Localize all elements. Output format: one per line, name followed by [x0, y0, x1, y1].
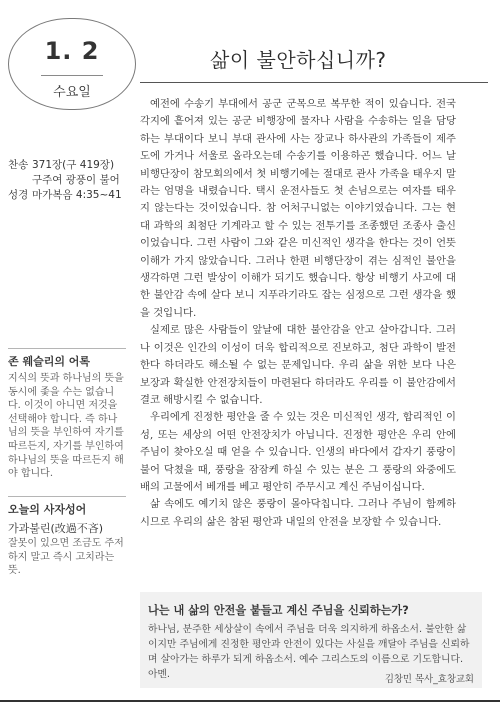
body-paragraph: 삶 속에도 예기치 않은 풍랑이 몰아닥칩니다. 그러나 주님이 함께하시므로 우리의 삶은 참된 평안과 내일의 안전을 보장할 수 있습니다.	[140, 498, 456, 528]
scripture-references	[8, 158, 126, 203]
date-number: 1. 2	[44, 37, 100, 65]
body-paragraph: 예전에 수송기 부대에서 공군 군목으로 복무한 적이 있습니다. 전국 각지에 흩어져 있는 공군 비행장에 물자나 사람을 수송하는 일을 담당하는 부대이다 보니 부대 관사에 사는 장교나 하사관의 가족들이 제주도에 가거나 서울로 올라오는데 수송기를 이용하곤 했습니다. 어느 날 비행단장이 참모회의에서 첫 비행기에는 절대로 관사 가족을 태우지 말라는 엄명을 내렸습니다. 택시 운전사들도 첫 손님으로는 여자를 태우지 않는다는 것이었습니다. 참 어처구니없는 이야기였습니다. 그는 현대 과학의 최첨단 기계라고 할 수 있는 전투기를 조종했던 조종사 출신이었습니다. 그런 사람이 그와 같은 미신적인 생각을 한다는 것이 언뜻 이해가 가지 않았습니다. 그러나 한편 비행단장이 겪는 심적인 불안을 생각하면 그런 발상이 이해가 되기도 했습니다. 항상 비행기 사고에 대한 불안감 속에 살다 보니 지푸라기라도 잡는 심정으로 그런 생각을 했을 것입니다.	[140, 98, 456, 319]
hymn-value: 371장(구 419장) 구주여 광풍이 불어	[32, 159, 120, 186]
date-weekday: 수요일	[53, 85, 91, 100]
date-divider	[41, 75, 103, 76]
prayer-text: 하나님, 분주한 세상살이 속에서 주님을 더욱 의지하게 하옵소서. 불안한 삶이지만 주님에게 진정한 평안과 안전이 있다는 사실을 깨달아 주님을 신뢰하며 살아가는 하루가 되게 하옵소서. 예수 그리스도의 이름으로 기도합니다. 아멘.	[148, 624, 470, 680]
hymn-label: 찬송	[8, 159, 29, 171]
bible-value: 마가복음 4:35~41	[32, 189, 122, 201]
prayer-question: 나는 내 삶의 안전을 붙들고 계신 주님을 신뢰하는가?	[148, 604, 409, 617]
idiom-heading: 오늘의 사자성어	[8, 496, 126, 517]
bible-reference	[8, 188, 126, 203]
idiom-word: 가과불린(改過不吝)	[8, 522, 104, 535]
title-divider	[140, 82, 488, 83]
proverb-text: 지식의 뜻과 하나님의 뜻을 동시에 좇을 수는 없습니다. 이것이 아니면 저것을 선택해야 합니다. 즉 하나님의 뜻을 부인하여 자기를 따르든지, 자기를 부인하여 하나님의 뜻을 따르든지 해야 합니다.	[8, 373, 124, 480]
bible-label: 성경	[8, 189, 29, 201]
page-title: 삶이 불안하십니까?	[210, 48, 387, 72]
body-paragraph: 실제로 많은 사람들이 앞날에 대한 불안감을 안고 살아갑니다. 그러나 이것은 인간의 이성이 더욱 합리적으로 진보하고, 첨단 과학이 발전한다 하더라도 해소될 수 없는 문제입니다. 우리 삶을 위한 보다 나은 보장과 확실한 안전장치들이 마련된다 하더라도 우리를 이 불안감에서 결코 해방시킬 수 없습니다.	[140, 324, 456, 406]
idiom-text: 잘못이 있으면 조금도 주저하지 말고 즉시 고치라는 뜻.	[8, 538, 124, 577]
prayer-box	[140, 592, 482, 688]
prayer-author: 김창민 목사_효창교회	[384, 674, 474, 685]
proverb-heading: 존 웨슬리의 어록	[8, 348, 126, 369]
devotional-body	[140, 96, 456, 531]
hymn-reference	[8, 158, 126, 188]
bottom-divider	[0, 700, 500, 702]
proverb-section	[8, 348, 126, 481]
date-badge	[8, 18, 136, 110]
body-paragraph: 우리에게 진정한 평안을 줄 수 있는 것은 미신적인 생각, 합리적인 이성, 또는 세상의 어떤 안전장치가 아닙니다. 진정한 평안은 우리 안에 주님이 찾아오실 때 얻을 수 있습니다. 인생의 바다에서 갑자기 풍랑이 불어 닥쳤을 때, 풍랑을 잠잠케 하실 수 있는 분은 그 풍랑의 와중에도 배의 고물에서 베개를 베고 평안히 주무시고 계신 주님이십니다.	[140, 411, 456, 493]
idiom-section	[8, 496, 126, 578]
